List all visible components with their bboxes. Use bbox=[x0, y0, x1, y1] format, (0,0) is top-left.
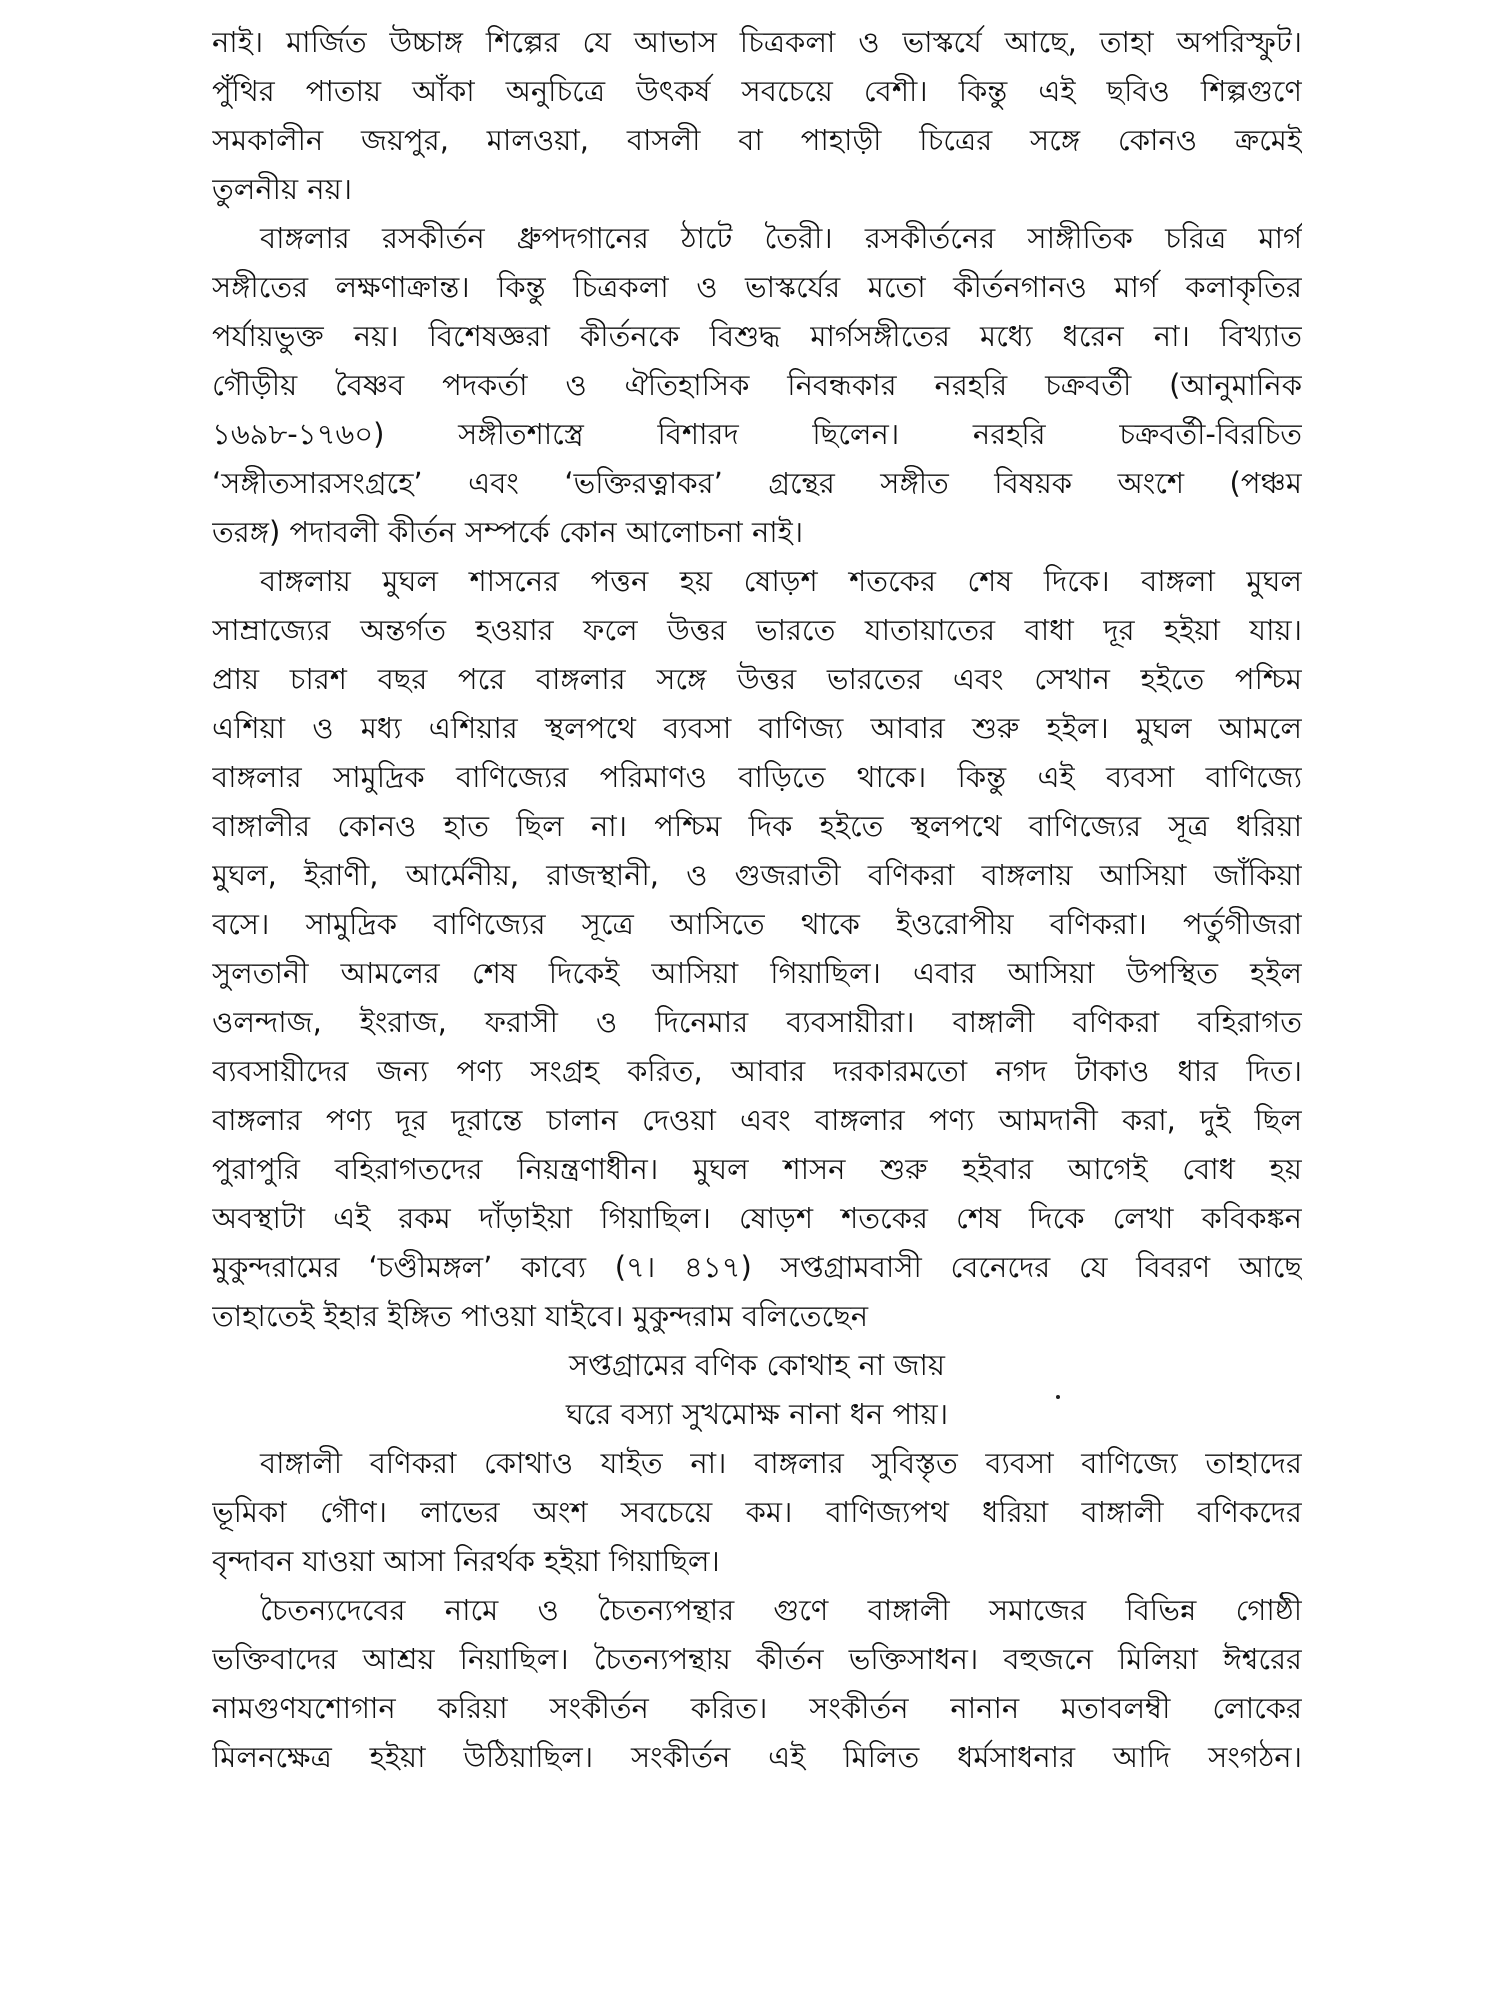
text-line: ‘সঙ্গীতসারসংগ্রহে’ এবং ‘ভক্তিরত্নাকর’ গ্রন্থের সঙ্গীত বিষয়ক অংশে (পঞ্চম bbox=[212, 466, 1302, 500]
text-line: নাই। মার্জিত উচ্চাঙ্গ শিল্পের যে আভাস চিত্রকলা ও ভাস্কর্যে আছে, তাহা অপরিস্ফুট। bbox=[212, 25, 1302, 59]
text-line: বসে। সামুদ্রিক বাণিজ্যের সূত্রে আসিতে থাকে ইওরোপীয় বণিকরা। পর্তুগীজরা bbox=[212, 907, 1302, 941]
body-text bbox=[212, 18, 1302, 1782]
text-line: বাঙ্গালীর কোনও হাত ছিল না। পশ্চিম দিক হইতে স্থলপথে বাণিজ্যের সূত্র ধরিয়া bbox=[212, 809, 1302, 843]
text-line: মুঘল, ইরাণী, আর্মেনীয়, রাজস্থানী, ও গুজরাতী বণিকরা বাঙ্গলায় আসিয়া জাঁকিয়া bbox=[212, 858, 1302, 892]
text-line: পুরাপুরি বহিরাগতদের নিয়ন্ত্রণাধীন। মুঘল শাসন শুরু হইবার আগেই বোধ হয় bbox=[212, 1152, 1302, 1186]
text-line: পুঁথির পাতায় আঁকা অনুচিত্রে উৎকর্ষ সবচেয়ে বেশী। কিন্তু এই ছবিও শিল্পগুণে bbox=[212, 74, 1302, 108]
text-line: তুলনীয় নয়। bbox=[212, 172, 353, 206]
text-line: নামগুণযশোগান করিয়া সংকীর্তন করিত। সংকীর্তন নানান মতাবলম্বী লোকের bbox=[212, 1691, 1302, 1725]
text-line: ১৬৯৮-১৭৬০) সঙ্গীতশাস্ত্রে বিশারদ ছিলেন। নরহরি চক্রবর্তী-বিরচিত bbox=[212, 417, 1302, 451]
verse-line: সপ্তগ্রামের বণিক কোথাহ না জায় bbox=[568, 1348, 945, 1382]
text-line: সমকালীন জয়পুর, মালওয়া, বাসলী বা পাহাড়ী চিত্রের সঙ্গে কোনও ক্রমেই bbox=[212, 123, 1302, 157]
print-speck bbox=[1056, 1395, 1060, 1399]
text-line: ভক্তিবাদের আশ্রয় নিয়াছিল। চৈতন্যপন্থায় কীর্তন ভক্তিসাধন। বহুজনে মিলিয়া ঈশ্বরের bbox=[212, 1642, 1302, 1676]
text-line: বৃন্দাবন যাওয়া আসা নিরর্থক হইয়া গিয়াছিল। bbox=[212, 1544, 720, 1578]
text-line: অবস্থাটা এই রকম দাঁড়াইয়া গিয়াছিল। ষোড়শ শতকের শেষ দিকে লেখা কবিকঙ্কন bbox=[212, 1201, 1302, 1235]
text-line: বাঙ্গলার সামুদ্রিক বাণিজ্যের পরিমাণও বাড়িতে থাকে। কিন্তু এই ব্যবসা বাণিজ্যে bbox=[212, 760, 1302, 794]
text-line: প্রায় চারশ বছর পরে বাঙ্গলার সঙ্গে উত্তর ভারতের এবং সেখান হইতে পশ্চিম bbox=[212, 662, 1302, 696]
text-line: মুকুন্দরামের ‘চণ্ডীমঙ্গল’ কাব্যে (৭। ৪১৭) সপ্তগ্রামবাসী বেনেদের যে বিবরণ আছে bbox=[212, 1250, 1302, 1284]
paragraph-start-line: বাঙ্গলায় মুঘল শাসনের পত্তন হয় ষোড়শ শতকের শেষ দিকে। বাঙ্গলা মুঘল bbox=[260, 564, 1302, 598]
text-line: বাঙ্গলার পণ্য দূর দূরান্তে চালান দেওয়া এবং বাঙ্গলার পণ্য আমদানী করা, দুই ছিল bbox=[212, 1103, 1302, 1137]
text-line: ভূমিকা গৌণ। লাভের অংশ সবচেয়ে কম। বাণিজ্যপথ ধরিয়া বাঙ্গালী বণিকদের bbox=[212, 1495, 1302, 1529]
paragraph-start-line: বাঙ্গলার রসকীর্তন ধ্রুপদগানের ঠাটে তৈরী। রসকীর্তনের সাঙ্গীতিক চরিত্র মার্গ bbox=[260, 221, 1302, 255]
text-line: গৌড়ীয় বৈষ্ণব পদকর্তা ও ঐতিহাসিক নিবন্ধকার নরহরি চক্রবর্তী (আনুমানিক bbox=[212, 368, 1302, 402]
verse-line: ঘরে বস্যা সুখমোক্ষ নানা ধন পায়। bbox=[565, 1397, 949, 1431]
text-line: সুলতানী আমলের শেষ দিকেই আসিয়া গিয়াছিল। এবার আসিয়া উপস্থিত হইল bbox=[212, 956, 1302, 990]
text-line: পর্যায়ভুক্ত নয়। বিশেষজ্ঞরা কীর্তনকে বিশুদ্ধ মার্গসঙ্গীতের মধ্যে ধরেন না। বিখ্যাত bbox=[212, 319, 1302, 353]
text-line: তাহাতেই ইহার ইঙ্গিত পাওয়া যাইবে। মুকুন্দরাম বলিতেছেন bbox=[212, 1299, 869, 1333]
text-line: ওলন্দাজ, ইংরাজ, ফরাসী ও দিনেমার ব্যবসায়ীরা। বাঙ্গালী বণিকরা বহিরাগত bbox=[212, 1005, 1302, 1039]
text-line: এশিয়া ও মধ্য এশিয়ার স্থলপথে ব্যবসা বাণিজ্য আবার শুরু হইল। মুঘল আমলে bbox=[212, 711, 1302, 745]
text-line: সঙ্গীতের লক্ষণাক্রান্ত। কিন্তু চিত্রকলা ও ভাস্কর্যের মতো কীর্তনগানও মার্গ কলাকৃতির bbox=[212, 270, 1302, 304]
text-line: মিলনক্ষেত্র হইয়া উঠিয়াছিল। সংকীর্তন এই মিলিত ধর্মসাধনার আদি সংগঠন। bbox=[212, 1740, 1302, 1774]
text-line: ব্যবসায়ীদের জন্য পণ্য সংগ্রহ করিত, আবার দরকারমতো নগদ টাকাও ধার দিত। bbox=[212, 1054, 1302, 1088]
paragraph-start-line: চৈতন্যদেবের নামে ও চৈতন্যপন্থার গুণে বাঙ্গালী সমাজের বিভিন্ন গোষ্ঠী bbox=[260, 1593, 1302, 1627]
paragraph-start-line: বাঙ্গালী বণিকরা কোথাও যাইত না। বাঙ্গলার সুবিস্তৃত ব্যবসা বাণিজ্যে তাহাদের bbox=[260, 1446, 1302, 1480]
text-line: সাম্রাজ্যের অন্তর্গত হওয়ার ফলে উত্তর ভারতে যাতায়াতের বাধা দূর হইয়া যায়। bbox=[212, 613, 1302, 647]
text-line: তরঙ্গ) পদাবলী কীর্তন সম্পর্কে কোন আলোচনা নাই। bbox=[212, 515, 804, 549]
